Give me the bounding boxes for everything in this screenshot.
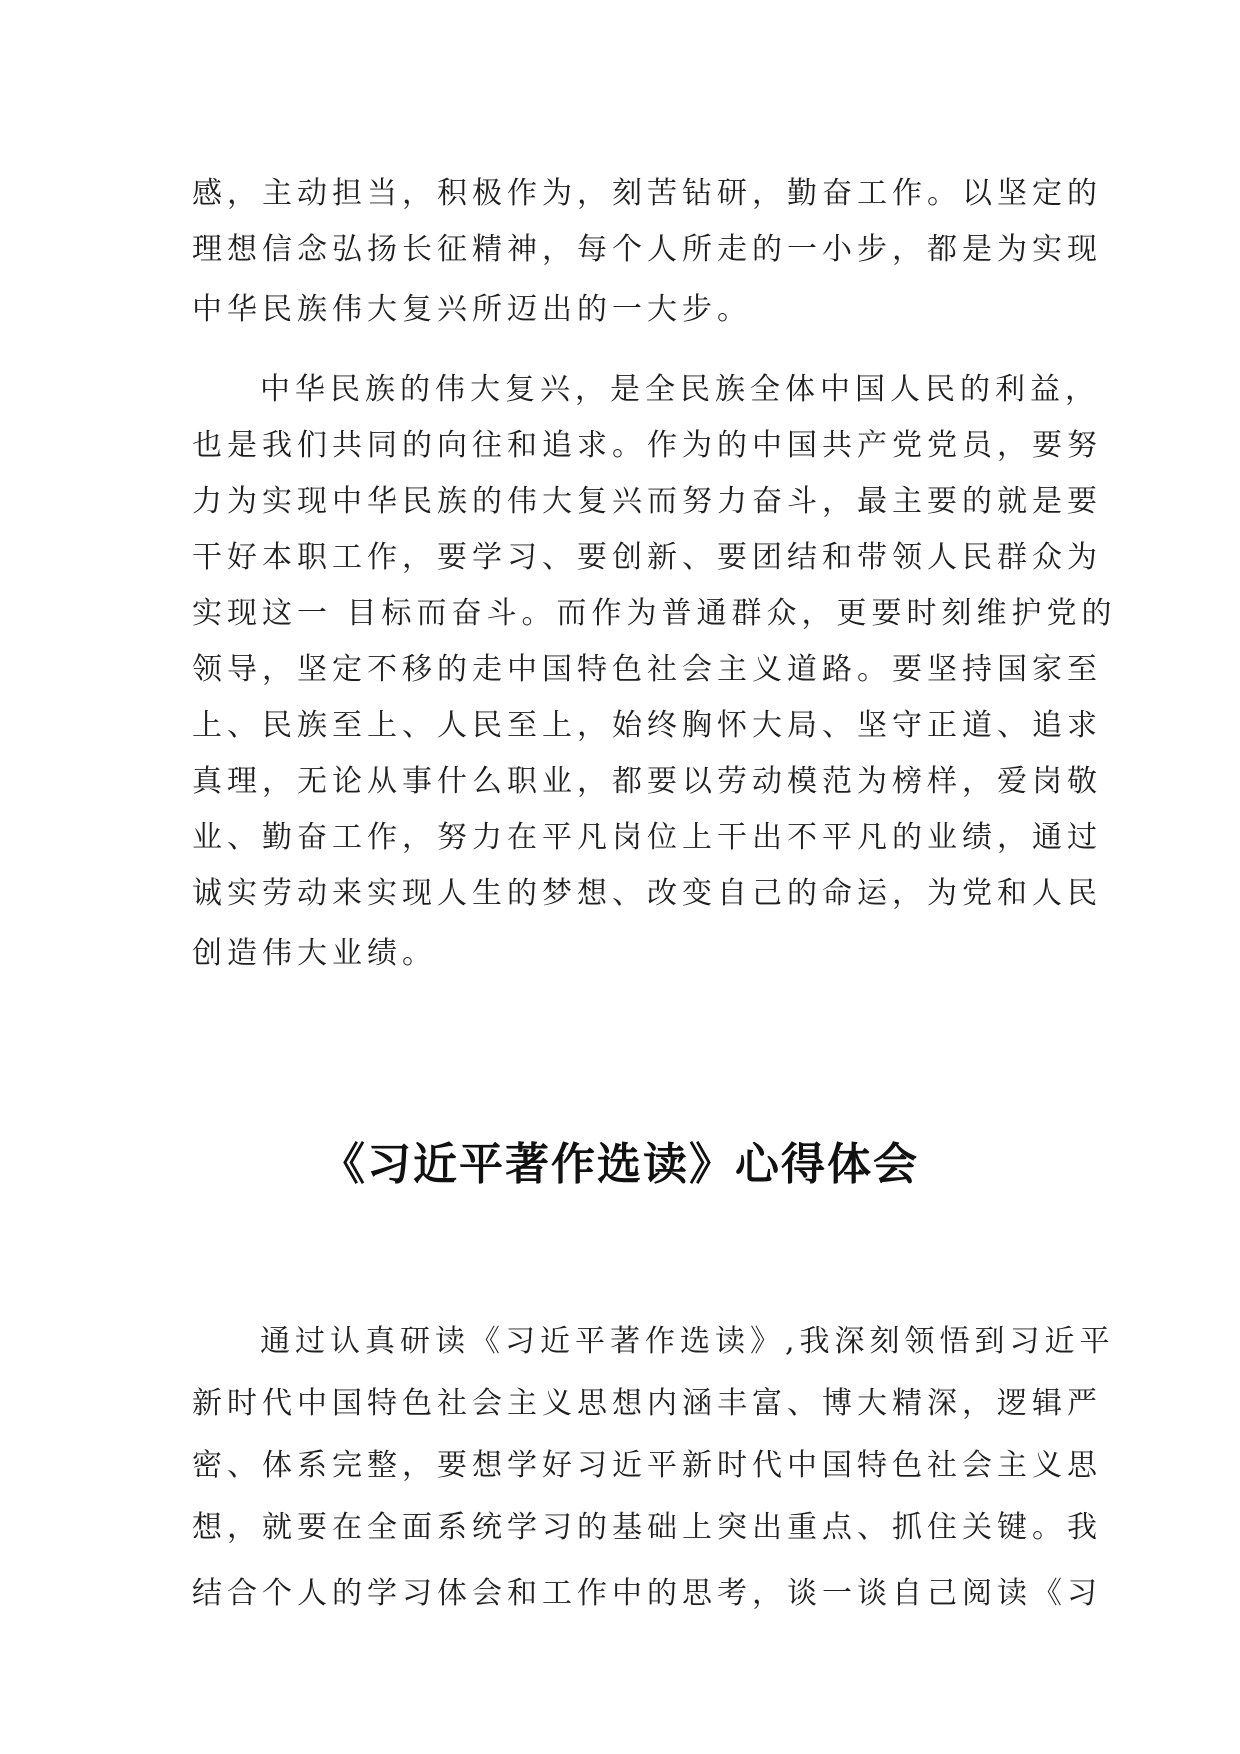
paragraph-line: 结合个人的学习体会和工作中的思考，谈一谈自己阅读《习 (192, 1576, 1102, 1611)
paragraph-line: 上、民族至上、人民至上，始终胸怀大局、坚守正道、追求 (192, 708, 1102, 743)
paragraph-line: 密、体系完整，要想学好习近平新时代中国特色社会主义思 (192, 1448, 1102, 1483)
paragraph-line: 力为实现中华民族的伟大复兴而努力奋斗，最主要的就是要 (192, 484, 1102, 519)
document-title: 《习近平著作选读》心得体会 (321, 1139, 919, 1190)
paragraph-line: 领导，坚定不移的走中国特色社会主义道路。要坚持国家至 (192, 652, 1102, 687)
paragraph-line: 通过认真研读《习近平著作选读》,我深刻领悟到习近平 (260, 1324, 1115, 1359)
paragraph-line: 诚实劳动来实现人生的梦想、改变自己的命运，为党和人民 (192, 876, 1102, 911)
paragraph-line: 中华民族伟大复兴所迈出的一大步。 (192, 292, 752, 327)
paragraph-line: 实现这一 目标而奋斗。而作为普通群众，更要时刻维护党的 (192, 596, 1117, 631)
paragraph-line: 中华民族的伟大复兴，是全民族全体中国人民的利益， (260, 372, 1100, 407)
paragraph-line: 想，就要在全面系统学习的基础上突出重点、抓住关键。我 (192, 1510, 1102, 1545)
paragraph-line: 新时代中国特色社会主义思想内涵丰富、博大精深，逻辑严 (192, 1386, 1102, 1421)
paragraph-line: 干好本职工作，要学习、要创新、要团结和带领人民群众为 (192, 540, 1102, 575)
paragraph-line: 创造伟大业绩。 (192, 936, 437, 971)
paragraph-line: 真理，无论从事什么职业，都要以劳动模范为榜样，爱岗敬 (192, 764, 1102, 799)
paragraph-line: 理想信念弘扬长征精神，每个人所走的一小步，都是为实现 (192, 232, 1102, 267)
paragraph-line: 也是我们共同的向往和追求。作为的中国共产党党员，要努 (192, 428, 1102, 463)
paragraph-line: 感，主动担当，积极作为，刻苦钻研，勤奋工作。以坚定的 (192, 176, 1102, 211)
paragraph-line: 业、勤奋工作，努力在平凡岗位上干出不平凡的业绩，通过 (192, 820, 1102, 855)
